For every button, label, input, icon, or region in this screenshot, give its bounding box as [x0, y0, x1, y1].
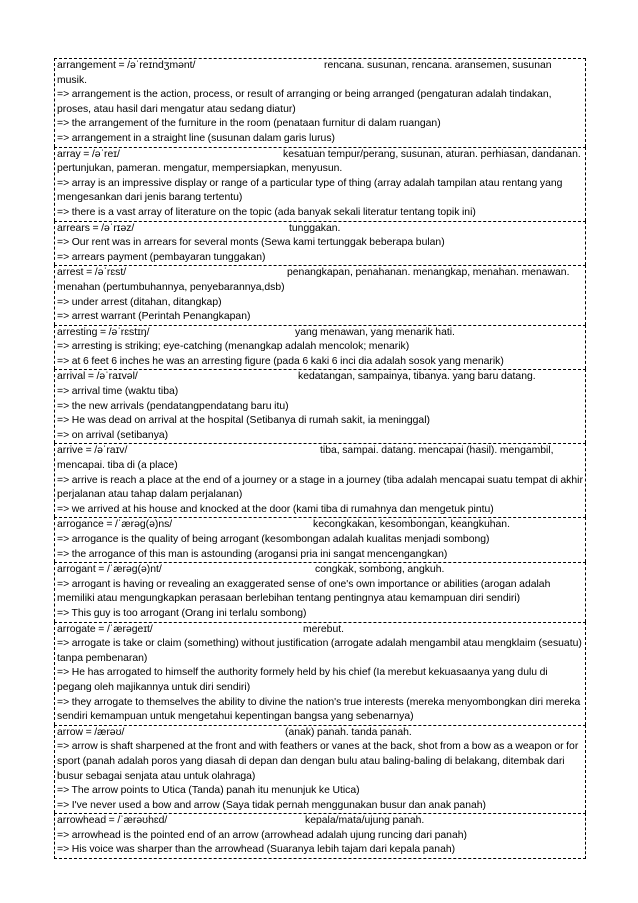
entry-example: => Our rent was in arrears for several monts (Sewa kami tertunggak beberapa bulan)	[57, 237, 445, 249]
entry-gloss: tunggakan.	[289, 222, 341, 234]
entry-gloss: yang menawan, yang menarik hati.	[295, 326, 455, 338]
dictionary-entry	[54, 813, 586, 859]
dictionary-entry	[54, 325, 586, 370]
entry-example: => arrival time (waktu tiba)	[57, 386, 179, 398]
entry-example: => array is an impressive display or range of a particular type of thing (array adalah tampilan atau rentang yang mengesankan dari jenis barang tertentu)	[57, 177, 563, 204]
entry-example: => This guy is too arrogant (Orang ini terlalu sombong)	[57, 607, 307, 619]
entry-example: => arrangement is the action, process, or result of arranging or being arranged (pengaturan adalah tindakan, proses, atau hasil dari mengatur atau sedang diatur)	[57, 89, 552, 115]
entry-word: arrogance = /ˈærəɡ(ə)ns/	[57, 519, 173, 531]
entry-headline	[57, 59, 583, 88]
dictionary-entry	[54, 517, 586, 562]
entry-headline	[57, 148, 583, 177]
entry-example: => the arrangement of the furniture in the room (penataan furnitur di dalam ruangan)	[57, 118, 441, 130]
entry-gloss: congkak, sombong, angkuh.	[315, 564, 445, 576]
entry-example: => arresting is striking; eye-catching (menangkap adalah mencolok; menarik)	[57, 341, 410, 353]
entry-example: => arrest warrant (Perintah Penangkapan)	[57, 311, 251, 323]
entry-example: => at 6 feet 6 inches he was an arresting figure (pada 6 kaki 6 inci dia adalah sosok yang menarik)	[57, 355, 504, 367]
entry-word: arrest = /əˈrɛst/	[57, 267, 127, 279]
entry-example: => on arrival (setibanya)	[57, 429, 169, 441]
entry-word: arresting = /əˈrɛstɪŋ/	[57, 326, 150, 338]
entry-gloss: kedatangan, sampainya, tibanya. yang baru datang.	[298, 371, 536, 383]
dictionary-entry	[54, 443, 586, 517]
entry-gloss: merebut.	[303, 623, 345, 635]
entry-headline	[57, 518, 583, 533]
entry-headline	[57, 266, 583, 295]
entry-example: => there is a vast array of literature on the topic (ada banyak sekali literatur tentang topik ini)	[57, 206, 476, 218]
entry-headline	[57, 326, 583, 341]
entry-example: => under arrest (ditahan, ditangkap)	[57, 296, 222, 308]
entry-example: => He has arrogated to himself the authority formely held by his chief (Ia merebut kekuasaanya yang dulu di pegang oleh majikannya untuk diri sendiri)	[57, 667, 548, 693]
entry-example: => arrow is shaft sharpened at the front and with feathers or vanes at the back, shot from a bow as a weapon or for sport (panah adalah poros yang diasah di depan dan dengan bulu atau baling-baling di belakang, ditembak dari busur sebagai senjata atau untuk olahraga)	[57, 741, 579, 782]
entry-headline	[57, 623, 583, 638]
entry-example: => arrears payment (pembayaran tunggakan)	[57, 251, 266, 263]
entry-headline	[57, 444, 583, 473]
dictionary-entry	[54, 147, 586, 221]
entry-example: => arrogate is take or claim (something) without justification (arrogate adalah mengambil atau mengklaim (sesuatu) tanpa pembenaran)	[57, 638, 582, 664]
entry-word: arrowhead = /ˈærəʊhɛd/	[57, 815, 168, 827]
entry-word: arrangement = /əˈreɪndʒmənt/	[57, 60, 196, 71]
entry-example: => arrogant is having or revealing an exaggerated sense of one's own importance or abilities (arogan adalah memiliki atau mengungkapkan perasaan berlebihan tentang pentingnya atau kemampuan diri sendiri)	[57, 578, 551, 605]
entry-example: => arrangement in a straight line (susunan dalam garis lurus)	[57, 132, 335, 144]
entry-headline	[57, 814, 583, 829]
entry-word: arrive = /əˈraɪv/	[57, 445, 128, 457]
dictionary-entry	[54, 562, 586, 621]
entry-example: => The arrow points to Utica (Tanda) panah itu menunjuk ke Utica)	[57, 785, 360, 797]
entry-gloss: tiba, sampai. datang. mencapai (hasil). mengambil, mencapai. tiba di (a place)	[57, 445, 554, 472]
dictionary-entry	[54, 622, 586, 725]
entry-example: => we arrived at his house and knocked at the door (kami tiba di rumahnya dan mengetuk pintu)	[57, 503, 494, 515]
entry-word: arrogant = /ˈærəɡ(ə)nt/	[57, 564, 162, 576]
entry-example: => arrive is reach a place at the end of a journey or a stage in a journey (tiba adalah mencapai suatu tempat di akhir perjalanan atau tahap dalam perjalanan)	[57, 474, 583, 501]
entry-word: array = /əˈreɪ/	[57, 148, 120, 160]
dictionary-entry	[54, 265, 586, 324]
entry-example: => they arrogate to themselves the ability to divine the nation's true interests (mereka menyombongkan diri mereka sendiri kemampuan untuk mengetahui kepentingan bangsa yang sebenarnya)	[57, 696, 581, 723]
dictionary-entry	[54, 369, 586, 443]
entry-word: arrow = /ærəʊ/	[57, 726, 125, 738]
entry-gloss: rencana. susunan, rencana. aransemen, susunan musik.	[57, 60, 552, 86]
dictionary-entry	[54, 725, 586, 814]
entry-word: arrogate = /ˈærəɡeɪt/	[57, 623, 153, 635]
entry-word: arrears = /əˈrɪəz/	[57, 222, 135, 234]
entry-gloss: penangkapan, penahanan. menangkap, menahan. menawan. menahan (pertumbuhannya, penyebarannya,dsb)	[57, 267, 570, 293]
entry-example: => arrogance is the quality of being arrogant (kesombongan adalah kualitas menjadi sombong)	[57, 534, 490, 545]
dictionary-entry	[54, 58, 586, 147]
entry-gloss: (anak) panah. tanda panah.	[285, 726, 412, 738]
dictionary-entry	[54, 221, 586, 266]
entry-headline	[57, 726, 583, 741]
entry-gloss: kepala/mata/ujung panah.	[305, 815, 425, 827]
entry-headline	[57, 563, 583, 578]
entry-headline	[57, 222, 583, 237]
entry-example: => His voice was sharper than the arrowhead (Suaranya lebih tajam dari kepala panah)	[57, 844, 456, 856]
entry-example: => arrowhead is the pointed end of an arrow (arrowhead adalah ujung runcing dari panah)	[57, 829, 467, 841]
entry-example: => I've never used a bow and arrow (Saya tidak pernah menggunakan busur dan anak panah)	[57, 799, 486, 811]
entry-gloss: kecongkakan, kesombongan, keangkuhan.	[313, 519, 510, 531]
entry-example: => the arrogance of this man is astounding (arogansi pria ini sangat mencengangkan)	[57, 548, 448, 560]
entry-word: arrival = /əˈraɪvəl/	[57, 371, 138, 383]
entry-example: => He was dead on arrival at the hospital (Setibanya di rumah sakit, ia meninggal)	[57, 415, 430, 427]
entry-gloss: kesatuan tempur/perang, susunan, aturan. perhiasan, dandanan. pertunjukan, pameran. mengatur, mempersiapkan, menyusun.	[57, 148, 581, 175]
entry-example: => the new arrivals (pendatangpendatang baru itu)	[57, 400, 289, 412]
dictionary-document	[54, 58, 586, 859]
entry-headline	[57, 370, 583, 385]
